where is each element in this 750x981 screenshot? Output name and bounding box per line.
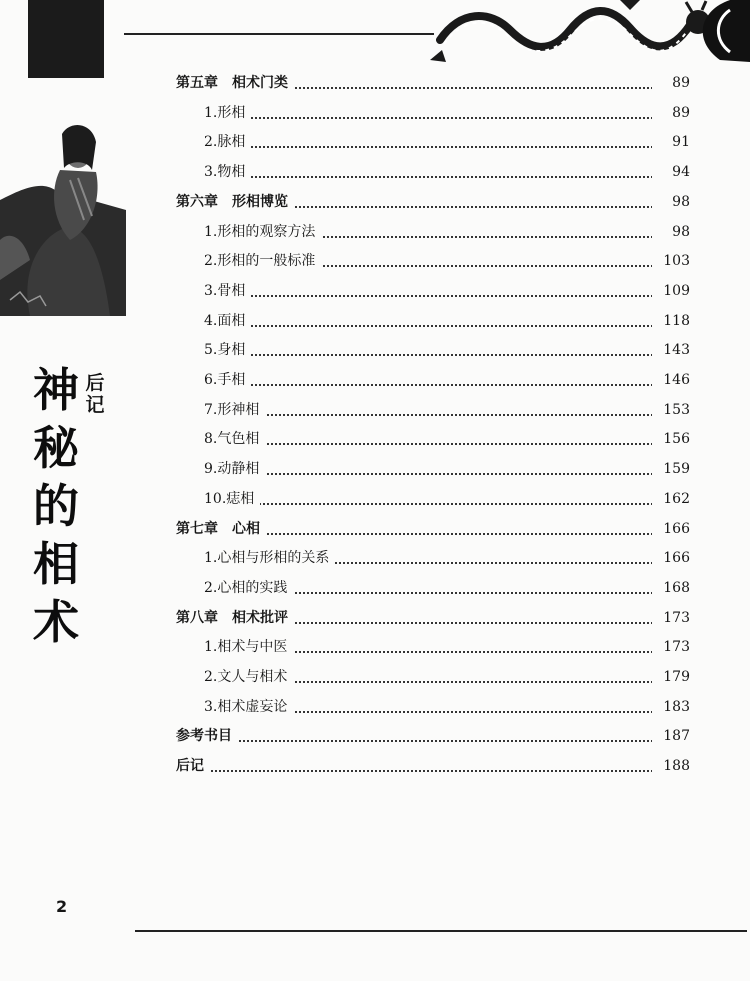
toc-entry-page: 162: [652, 484, 690, 514]
toc-entry-title: 9.动静相: [204, 454, 265, 484]
toc-entry-title: 参考书目: [176, 721, 238, 751]
toc-entry-title: 2.心相的实践: [204, 573, 293, 603]
toc-entry-title: 2.文人与相术: [204, 662, 293, 692]
toc-entry-page: 159: [652, 454, 690, 484]
side-title-char: 相: [33, 537, 79, 591]
toc-leader-dots: [204, 116, 660, 148]
toc-entry-page: 179: [652, 662, 690, 692]
toc-entry-title: 6.手相: [204, 365, 251, 395]
toc-entry-title: 第八章 相术批评: [176, 603, 294, 633]
toc-entry-page: 156: [652, 424, 690, 454]
toc-chapter-entry: [0, 751, 750, 781]
toc-leader-dots: [204, 265, 660, 297]
toc-entry-title: 4.面相: [204, 306, 251, 336]
side-title-char: 的: [33, 479, 79, 533]
toc-leader-dots: [176, 740, 660, 772]
toc-entry-page: 173: [652, 632, 690, 662]
side-subtitle-char: 后: [85, 372, 105, 394]
toc-entry-title: 7.形神相: [204, 395, 265, 425]
toc-leader-dots: [176, 710, 660, 742]
toc-leader-dots: [204, 87, 660, 119]
toc-entry-page: 188: [652, 751, 690, 781]
toc-entry-title: 第五章 相术门类: [176, 68, 294, 98]
toc-leader-dots: [204, 295, 660, 327]
toc-entry-page: 109: [652, 276, 690, 306]
toc-entry-title: 1.形相的观察方法: [204, 217, 321, 247]
toc-entry-title: 3.物相: [204, 157, 251, 187]
toc-entry-page: 187: [652, 721, 690, 751]
toc-entry-page: 153: [652, 395, 690, 425]
toc-entry-page: 166: [652, 514, 690, 544]
toc-entry-title: 1.心相与形相的关系: [204, 543, 335, 573]
toc-leader-dots: [204, 354, 660, 386]
side-subtitle-char: 记: [85, 394, 105, 416]
toc-entry-title: 10.痣相: [204, 484, 260, 514]
toc-entry-page: 143: [652, 335, 690, 365]
toc-entry-page: 146: [652, 365, 690, 395]
side-title-char: 术: [33, 595, 79, 649]
toc-leader-dots: [204, 324, 660, 356]
toc-entry-title: 3.相术虚妄论: [204, 692, 293, 722]
toc-entry-title: 5.身相: [204, 335, 251, 365]
toc-entry-title: 第六章 形相博览: [176, 187, 294, 217]
toc-leader-dots: [204, 146, 660, 178]
toc-leader-dots: [204, 413, 660, 445]
toc-entry-page: 118: [652, 306, 690, 336]
toc-entry-title: 2.形相的一般标准: [204, 246, 321, 276]
toc-entry-title: 3.骨相: [204, 276, 251, 306]
page-number: 2: [56, 897, 68, 916]
toc-leader-dots: [204, 473, 660, 505]
toc-entry-page: 91: [652, 127, 690, 157]
toc-entry-title: 第七章 心相: [176, 514, 266, 544]
toc-entry-title: 1.形相: [204, 98, 251, 128]
side-title-char: 神: [33, 363, 79, 417]
toc-entry-title: 后记: [176, 751, 210, 781]
side-title-char: 秘: [33, 421, 79, 475]
toc-entry-page: 166: [652, 543, 690, 573]
toc-entry-page: 173: [652, 603, 690, 633]
toc-entry-page: 168: [652, 573, 690, 603]
toc-leader-dots: [204, 443, 660, 475]
toc-entry-title: 2.脉相: [204, 127, 251, 157]
footer-rule: [135, 930, 747, 932]
toc-entry-page: 98: [652, 217, 690, 247]
toc-entry-page: 89: [652, 68, 690, 98]
toc-entry-title: 1.相术与中医: [204, 632, 293, 662]
toc-entry-page: 103: [652, 246, 690, 276]
toc-entry-page: 98: [652, 187, 690, 217]
toc-entry-page: 183: [652, 692, 690, 722]
toc-leader-dots: [204, 384, 660, 416]
toc-entry-page: 94: [652, 157, 690, 187]
toc-entry-page: 89: [652, 98, 690, 128]
toc-entry-title: 8.气色相: [204, 424, 265, 454]
